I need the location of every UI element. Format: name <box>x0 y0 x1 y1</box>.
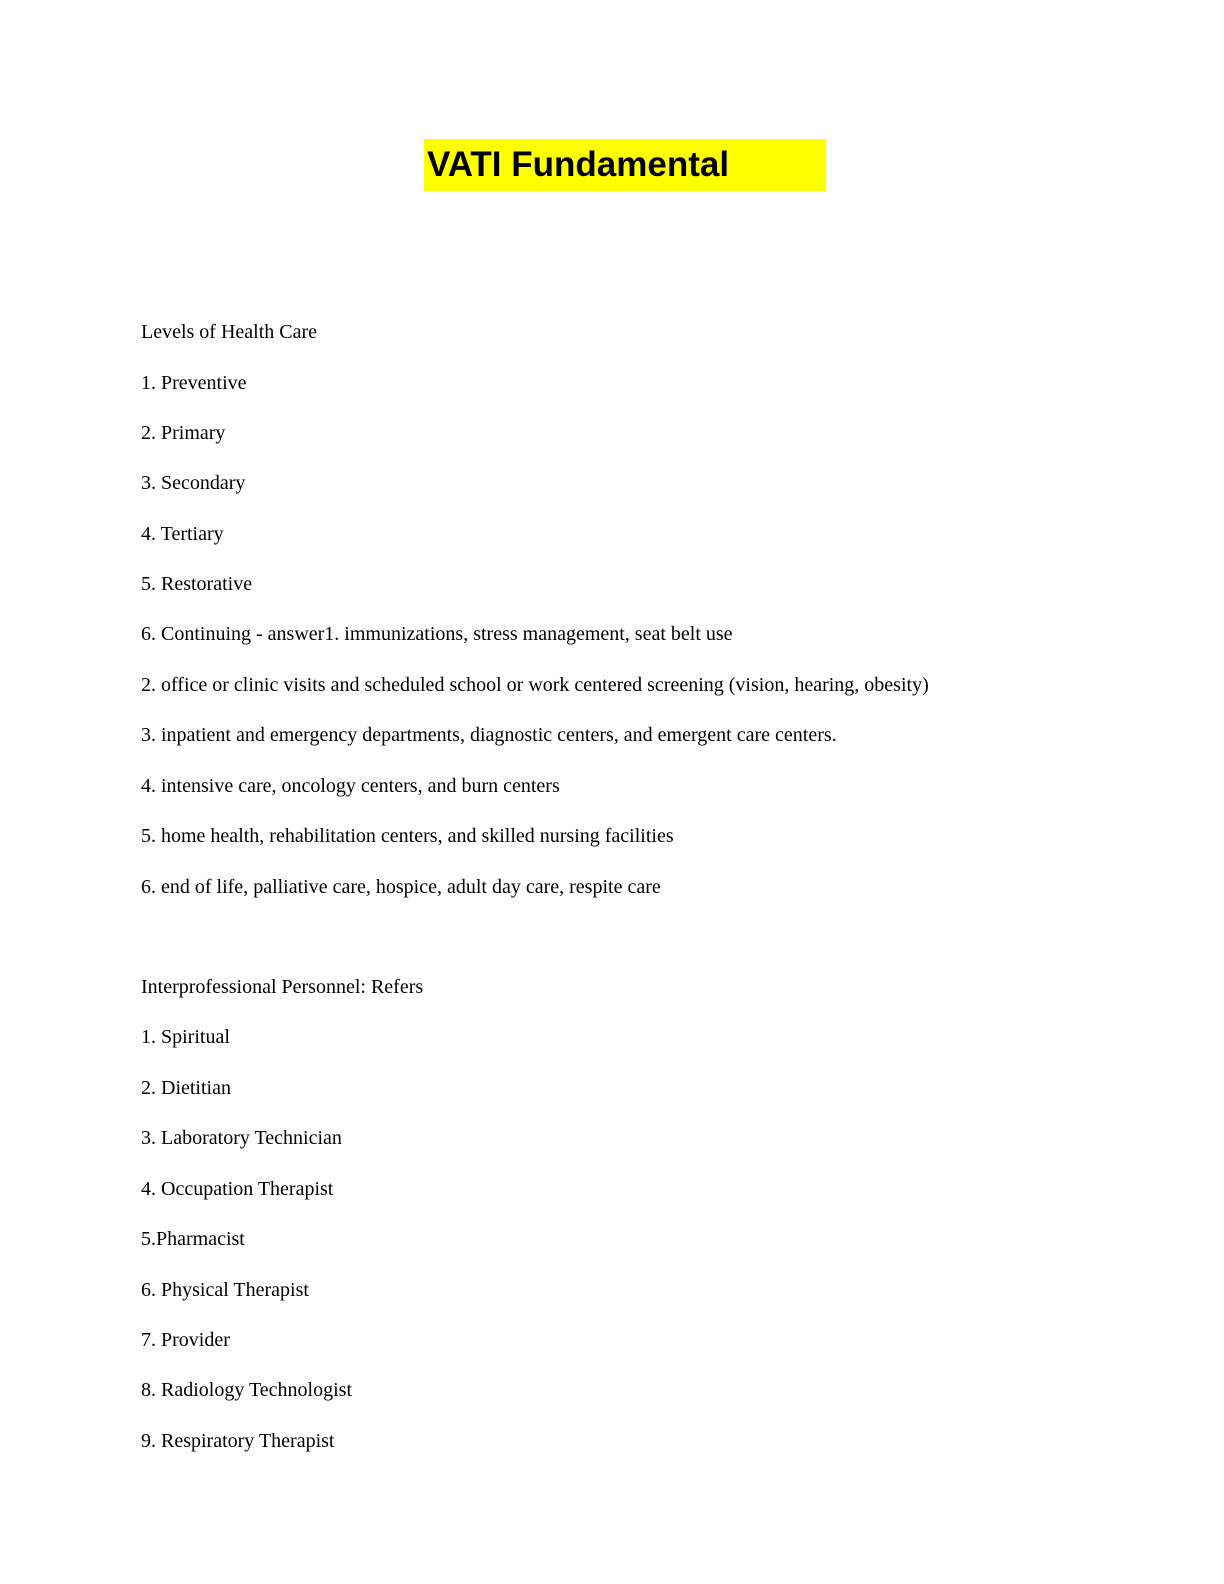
list-item: 5. home health, rehabilitation centers, and skilled nursing facilities <box>141 825 674 847</box>
list-item: 4. intensive care, oncology centers, and burn centers <box>141 775 560 797</box>
section-heading-levels: Levels of Health Care <box>141 321 318 343</box>
list-item: 4. Tertiary <box>141 523 224 545</box>
title-highlight <box>424 139 826 191</box>
list-item: 4. Occupation Therapist <box>141 1178 334 1200</box>
list-item: 3. Laboratory Technician <box>141 1127 342 1149</box>
list-item: 2. Dietitian <box>141 1077 231 1099</box>
list-item: 2. office or clinic visits and scheduled school or work centered screening (vision, hearing, obesity) <box>141 674 929 696</box>
list-item: 8. Radiology Technologist <box>141 1379 352 1401</box>
list-item: 6. Physical Therapist <box>141 1279 309 1301</box>
list-item: 3. inpatient and emergency departments, diagnostic centers, and emergent care centers. <box>141 724 837 746</box>
page-title: VATI Fundamental <box>427 145 730 184</box>
list-item: 5. Restorative <box>141 573 253 595</box>
list-item: 7. Provider <box>141 1329 230 1351</box>
list-item: 9. Respiratory Therapist <box>141 1430 335 1452</box>
list-item: 1. Preventive <box>141 372 247 394</box>
list-item: 2. Primary <box>141 422 226 444</box>
list-item: 3. Secondary <box>141 472 246 494</box>
list-item: 5.Pharmacist <box>141 1228 245 1250</box>
list-item: 1. Spiritual <box>141 1026 230 1048</box>
list-item: 6. end of life, palliative care, hospice, adult day care, respite care <box>141 876 661 898</box>
list-item: 6. Continuing - answer1. immunizations, stress management, seat belt use <box>141 623 733 645</box>
section-heading-personnel: Interprofessional Personnel: Refers <box>141 976 424 998</box>
